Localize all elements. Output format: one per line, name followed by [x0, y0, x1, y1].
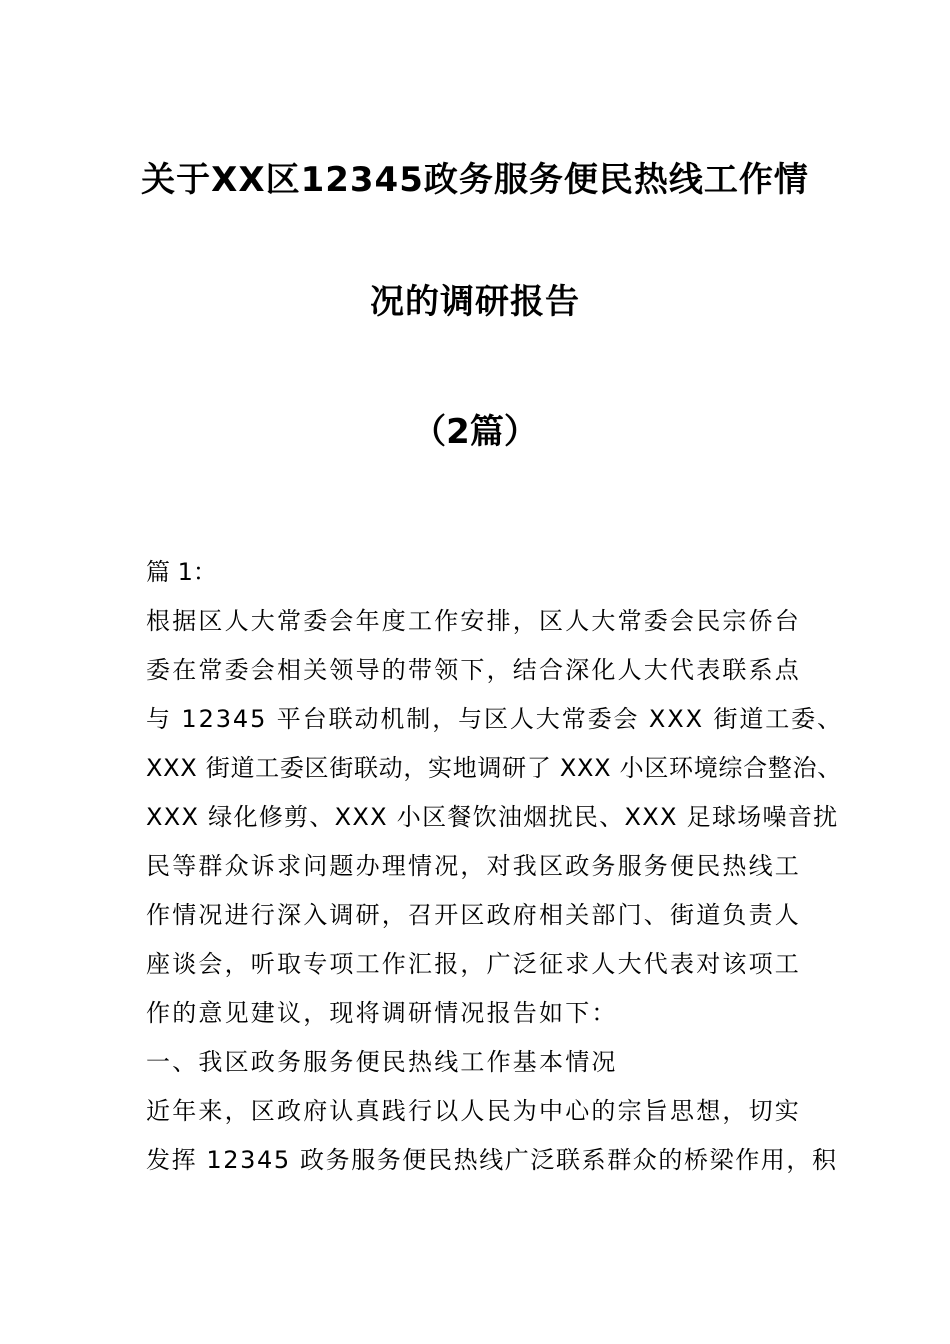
body-line: 委在常委会相关领导的带领下，结合深化人大代表联系点: [146, 656, 801, 684]
body-line: 座谈会，听取专项工作汇报，广泛征求人大代表对该项工: [146, 950, 801, 978]
body-line: 发挥 12345 政务服务便民热线广泛联系群众的桥梁作用，积: [146, 1146, 838, 1174]
document-title-count: （2篇）: [412, 412, 538, 452]
body-line: XXX 街道工委区街联动，实地调研了 XXX 小区环境综合整治、: [146, 754, 842, 782]
body-line: XXX 绿化修剪、XXX 小区餐饮油烟扰民、XXX 足球场噪音扰: [146, 803, 839, 831]
body-line: 与 12345 平台联动机制，与区人大常委会 XXX 街道工委、: [146, 705, 843, 733]
document-title-line-2: 况的调研报告: [370, 282, 580, 322]
body-line: 作情况进行深入调研，召开区政府相关部门、街道负责人: [146, 901, 801, 929]
body-line: 近年来，区政府认真践行以人民为中心的宗旨思想，切实: [146, 1097, 801, 1125]
body-paragraphs: [146, 597, 846, 1185]
section-label: 篇 1：: [146, 558, 217, 586]
body-line: 根据区人大常委会年度工作安排，区人大常委会民宗侨台: [146, 607, 801, 635]
section-heading: 一、我区政务服务便民热线工作基本情况: [146, 1048, 618, 1076]
document-title-line-1: 关于XX区12345政务服务便民热线工作情: [141, 160, 809, 200]
body-line: 作的意见建议，现将调研情况报告如下：: [146, 999, 618, 1027]
body-line: 民等群众诉求问题办理情况，对我区政务服务便民热线工: [146, 852, 801, 880]
